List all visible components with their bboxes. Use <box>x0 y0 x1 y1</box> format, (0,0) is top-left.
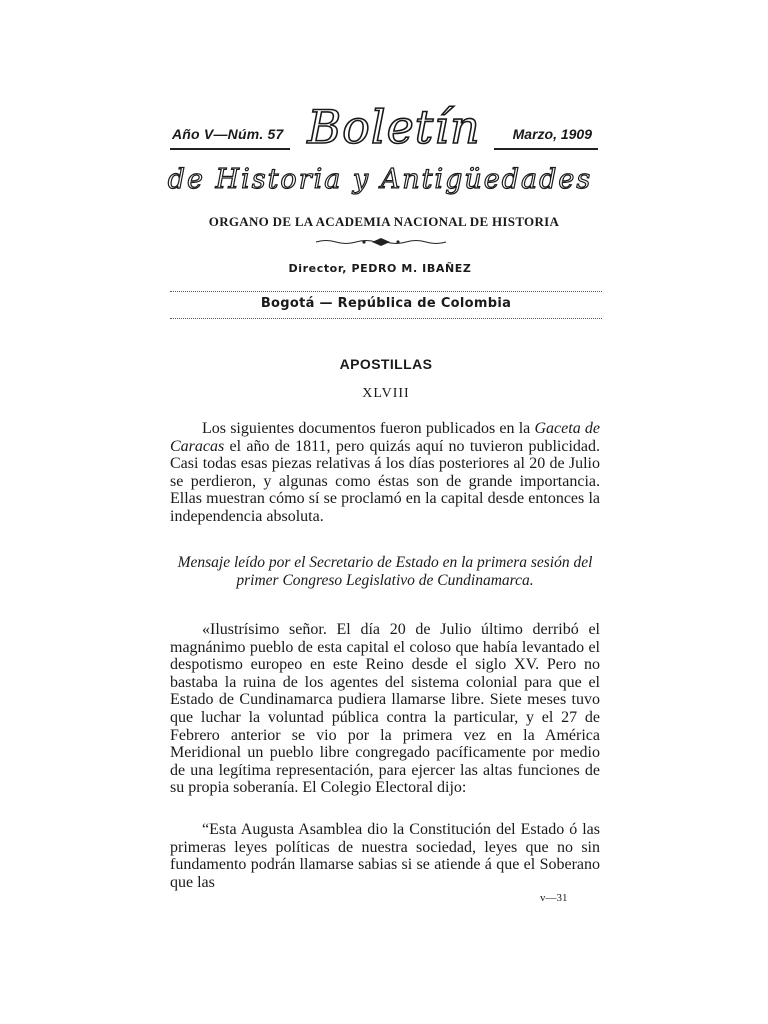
signature-mark: v—31 <box>540 892 568 904</box>
dotted-rule-top <box>170 291 602 292</box>
quoted-passage: “Esta Augusta Asamblea dio la Constitución del Estado ó las primeras leyes políticas de nuestra sociedad, leyes que no sin fundamento podrán llamarse sabias si se atiende á que el Soberano que las <box>170 821 600 891</box>
gazette-name: Gaceta de Caracas <box>170 420 600 455</box>
publisher-line: ORGANO DE LA ACADEMIA NACIONAL DE HISTORIA <box>208 214 560 229</box>
issue-date: Marzo, 1909 <box>512 126 592 142</box>
dotted-rule-bottom <box>170 318 602 319</box>
journal-subtitle: de Historia y Antigüedades <box>167 164 593 195</box>
masthead <box>170 100 598 160</box>
section-number: XLVIII <box>362 386 410 401</box>
masthead-rule-left <box>170 148 290 150</box>
message-heading: Mensaje leído por el Secretario de Estado en la primera sesión del primer Congreso Legislativo de Cundinamarca. <box>177 554 593 589</box>
journal-title: Boletín <box>307 100 481 154</box>
masthead-rule-right <box>494 148 598 150</box>
ornament-divider <box>314 236 448 248</box>
message-body: «Ilustrísimo señor. El día 20 de Julio último derribó el magnánimo pueblo de esta capital el coloso que había levantado el despotismo europeo en este Reino desde el siglo XV. Pero no bastaba la ruina de los agentes del sistema colonial para que el Estado de Cundinamarca pudiera llamarse libre. Siete meses tuvo que luchar la voluntad pública contra la particular, y el 27 de Febrero anterior se vio por la primera vez en la América Meridional un pueblo libre congregado pacíficamente por medio de una legítima representación, para ejercer las altas funciones de su propia soberanía. El Colegio Electoral dijo: <box>170 621 600 797</box>
section-title: APOSTILLAS <box>339 356 433 372</box>
place-line: Bogotá — República de Colombia <box>260 296 512 311</box>
intro-paragraph: Los siguientes documentos fueron publicados en la Gaceta de Caracas el año de 1811, pero quizás aquí no tuvieron publicidad. Casi todas esas piezas relativas á los días posteriores al 20 de Julio se perdieron, y algunas como éstas son de grande importancia. Ellas muestran cómo sí se proclamó en la capital desde entonces la independencia absoluta. <box>170 420 600 525</box>
director-line: Director, PEDRO M. IBAÑEZ <box>288 262 472 275</box>
issue-number: Año V—Núm. 57 <box>172 126 284 142</box>
